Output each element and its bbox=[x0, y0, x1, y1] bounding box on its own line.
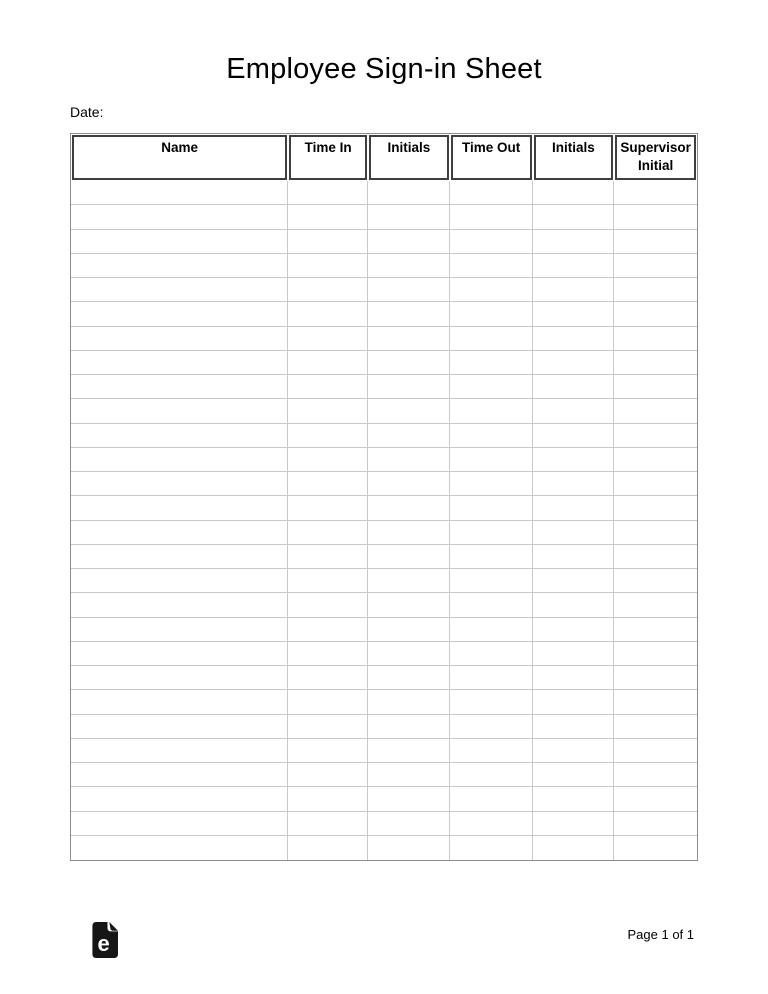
table-cell bbox=[533, 690, 615, 714]
table-cell bbox=[614, 787, 697, 811]
table-cell bbox=[533, 593, 615, 617]
table-cell bbox=[368, 375, 450, 399]
table-cell bbox=[288, 181, 368, 205]
eforms-document-logo bbox=[90, 921, 119, 959]
table-cell bbox=[288, 739, 368, 763]
table-cell bbox=[614, 448, 697, 472]
table-cell bbox=[533, 545, 615, 569]
table-cell bbox=[368, 545, 450, 569]
table-cell bbox=[533, 230, 615, 254]
table-cell bbox=[368, 739, 450, 763]
table-cell bbox=[368, 205, 450, 229]
table-cell bbox=[614, 812, 697, 836]
table-cell bbox=[288, 787, 368, 811]
table-cell bbox=[368, 690, 450, 714]
table-cell bbox=[450, 496, 533, 520]
table-cell bbox=[450, 812, 533, 836]
table-cell bbox=[533, 666, 615, 690]
table-cell bbox=[450, 205, 533, 229]
table-cell bbox=[71, 690, 288, 714]
table-cell bbox=[450, 715, 533, 739]
table-cell bbox=[71, 569, 288, 593]
table-cell bbox=[450, 642, 533, 666]
table-cell bbox=[533, 278, 615, 302]
table-cell bbox=[450, 593, 533, 617]
table-cell bbox=[71, 448, 288, 472]
table-cell bbox=[71, 593, 288, 617]
table-cell bbox=[614, 521, 697, 545]
table-cell bbox=[450, 739, 533, 763]
table-cell bbox=[533, 424, 615, 448]
table-cell bbox=[71, 812, 288, 836]
table-cell bbox=[71, 545, 288, 569]
table-cell bbox=[71, 399, 288, 423]
table-cell bbox=[533, 351, 615, 375]
table-cell bbox=[614, 230, 697, 254]
table-cell bbox=[533, 642, 615, 666]
table-cell bbox=[614, 375, 697, 399]
table-cell bbox=[71, 424, 288, 448]
table-cell bbox=[288, 254, 368, 278]
table-cell bbox=[368, 618, 450, 642]
table-cell bbox=[614, 739, 697, 763]
table-cell bbox=[71, 278, 288, 302]
table-cell bbox=[614, 715, 697, 739]
table-cell bbox=[71, 181, 288, 205]
table-cell bbox=[288, 399, 368, 423]
table-cell bbox=[533, 302, 615, 326]
table-cell bbox=[450, 302, 533, 326]
table-cell bbox=[450, 569, 533, 593]
table-cell bbox=[614, 496, 697, 520]
table-cell bbox=[71, 496, 288, 520]
table-cell bbox=[450, 230, 533, 254]
table-cell bbox=[288, 666, 368, 690]
table-cell bbox=[288, 593, 368, 617]
table-cell bbox=[450, 448, 533, 472]
table-cell bbox=[614, 472, 697, 496]
column-header-supervisor-initial-5: Supervisor Initial bbox=[615, 135, 696, 180]
table-cell bbox=[533, 521, 615, 545]
table-cell bbox=[450, 399, 533, 423]
column-header-initials-2: Initials bbox=[369, 135, 449, 180]
table-cell bbox=[288, 278, 368, 302]
logo-letter: e bbox=[97, 931, 110, 956]
table-cell bbox=[533, 181, 615, 205]
table-cell bbox=[450, 690, 533, 714]
table-cell bbox=[288, 205, 368, 229]
table-cell bbox=[71, 715, 288, 739]
table-cell bbox=[288, 642, 368, 666]
sign-in-table bbox=[70, 133, 698, 861]
table-cell bbox=[288, 545, 368, 569]
table-cell bbox=[368, 836, 450, 860]
table-cell bbox=[450, 351, 533, 375]
table-cell bbox=[450, 787, 533, 811]
table-cell bbox=[533, 715, 615, 739]
table-cell bbox=[368, 472, 450, 496]
table-cell bbox=[368, 787, 450, 811]
table-cell bbox=[368, 448, 450, 472]
table-cell bbox=[71, 254, 288, 278]
column-header-time-in-1: Time In bbox=[289, 135, 367, 180]
table-cell bbox=[288, 496, 368, 520]
table-cell bbox=[450, 666, 533, 690]
table-cell bbox=[368, 763, 450, 787]
table-header-row bbox=[71, 134, 697, 181]
table-cell bbox=[533, 496, 615, 520]
table-cell bbox=[288, 230, 368, 254]
table-cell bbox=[71, 205, 288, 229]
table-cell bbox=[368, 569, 450, 593]
table-cell bbox=[614, 327, 697, 351]
table-cell bbox=[368, 351, 450, 375]
column-header-name-0: Name bbox=[72, 135, 287, 180]
table-cell bbox=[288, 302, 368, 326]
table-cell bbox=[368, 715, 450, 739]
table-cell bbox=[288, 351, 368, 375]
table-cell bbox=[533, 472, 615, 496]
table-cell bbox=[450, 254, 533, 278]
table-cell bbox=[288, 472, 368, 496]
table-cell bbox=[288, 327, 368, 351]
table-cell bbox=[450, 327, 533, 351]
table-cell bbox=[368, 642, 450, 666]
table-cell bbox=[533, 836, 615, 860]
table-cell bbox=[533, 787, 615, 811]
table-cell bbox=[368, 399, 450, 423]
table-cell bbox=[288, 836, 368, 860]
table-cell bbox=[288, 448, 368, 472]
column-header-time-out-3: Time Out bbox=[451, 135, 532, 180]
table-cell bbox=[71, 351, 288, 375]
table-cell bbox=[71, 836, 288, 860]
table-cell bbox=[71, 642, 288, 666]
table-cell bbox=[533, 739, 615, 763]
table-body bbox=[71, 181, 697, 860]
table-cell bbox=[288, 715, 368, 739]
table-cell bbox=[368, 666, 450, 690]
table-cell bbox=[288, 569, 368, 593]
table-cell bbox=[533, 569, 615, 593]
table-cell bbox=[71, 472, 288, 496]
table-cell bbox=[450, 836, 533, 860]
table-cell bbox=[71, 763, 288, 787]
table-cell bbox=[368, 593, 450, 617]
table-cell bbox=[450, 181, 533, 205]
table-cell bbox=[368, 812, 450, 836]
table-cell bbox=[614, 302, 697, 326]
table-cell bbox=[533, 448, 615, 472]
table-cell bbox=[450, 763, 533, 787]
page-indicator: Page 1 of 1 bbox=[627, 927, 694, 942]
table-cell bbox=[533, 618, 615, 642]
table-cell bbox=[533, 327, 615, 351]
table-cell bbox=[71, 375, 288, 399]
table-cell bbox=[71, 739, 288, 763]
table-cell bbox=[288, 424, 368, 448]
table-cell bbox=[533, 763, 615, 787]
table-cell bbox=[614, 351, 697, 375]
table-cell bbox=[614, 618, 697, 642]
table-cell bbox=[368, 278, 450, 302]
table-cell bbox=[614, 181, 697, 205]
page-title: Employee Sign-in Sheet bbox=[226, 53, 542, 85]
table-cell bbox=[614, 763, 697, 787]
table-cell bbox=[368, 181, 450, 205]
table-cell bbox=[288, 618, 368, 642]
table-cell bbox=[288, 375, 368, 399]
table-cell bbox=[614, 399, 697, 423]
column-header-initials-4: Initials bbox=[534, 135, 614, 180]
table-cell bbox=[71, 666, 288, 690]
table-cell bbox=[533, 254, 615, 278]
table-cell bbox=[450, 375, 533, 399]
table-cell bbox=[288, 812, 368, 836]
table-cell bbox=[368, 327, 450, 351]
table-cell bbox=[450, 278, 533, 302]
table-cell bbox=[614, 666, 697, 690]
table-cell bbox=[288, 690, 368, 714]
table-cell bbox=[533, 375, 615, 399]
table-cell bbox=[71, 521, 288, 545]
table-cell bbox=[614, 569, 697, 593]
table-cell bbox=[614, 205, 697, 229]
table-cell bbox=[71, 787, 288, 811]
table-cell bbox=[368, 254, 450, 278]
table-cell bbox=[614, 593, 697, 617]
table-cell bbox=[368, 424, 450, 448]
table-cell bbox=[450, 521, 533, 545]
table-cell bbox=[614, 278, 697, 302]
table-cell bbox=[533, 399, 615, 423]
table-cell bbox=[368, 521, 450, 545]
table-cell bbox=[614, 545, 697, 569]
table-cell bbox=[368, 496, 450, 520]
table-cell bbox=[533, 205, 615, 229]
table-cell bbox=[450, 545, 533, 569]
table-cell bbox=[614, 254, 697, 278]
table-cell bbox=[71, 327, 288, 351]
table-cell bbox=[614, 836, 697, 860]
table-cell bbox=[71, 230, 288, 254]
table-cell bbox=[614, 690, 697, 714]
table-cell bbox=[450, 618, 533, 642]
table-cell bbox=[614, 424, 697, 448]
table-cell bbox=[614, 642, 697, 666]
table-cell bbox=[368, 302, 450, 326]
date-label: Date: bbox=[70, 104, 104, 120]
table-cell bbox=[368, 230, 450, 254]
table-cell bbox=[288, 521, 368, 545]
table-cell bbox=[71, 302, 288, 326]
table-cell bbox=[450, 424, 533, 448]
table-cell bbox=[450, 472, 533, 496]
table-cell bbox=[71, 618, 288, 642]
table-cell bbox=[288, 763, 368, 787]
table-cell bbox=[533, 812, 615, 836]
